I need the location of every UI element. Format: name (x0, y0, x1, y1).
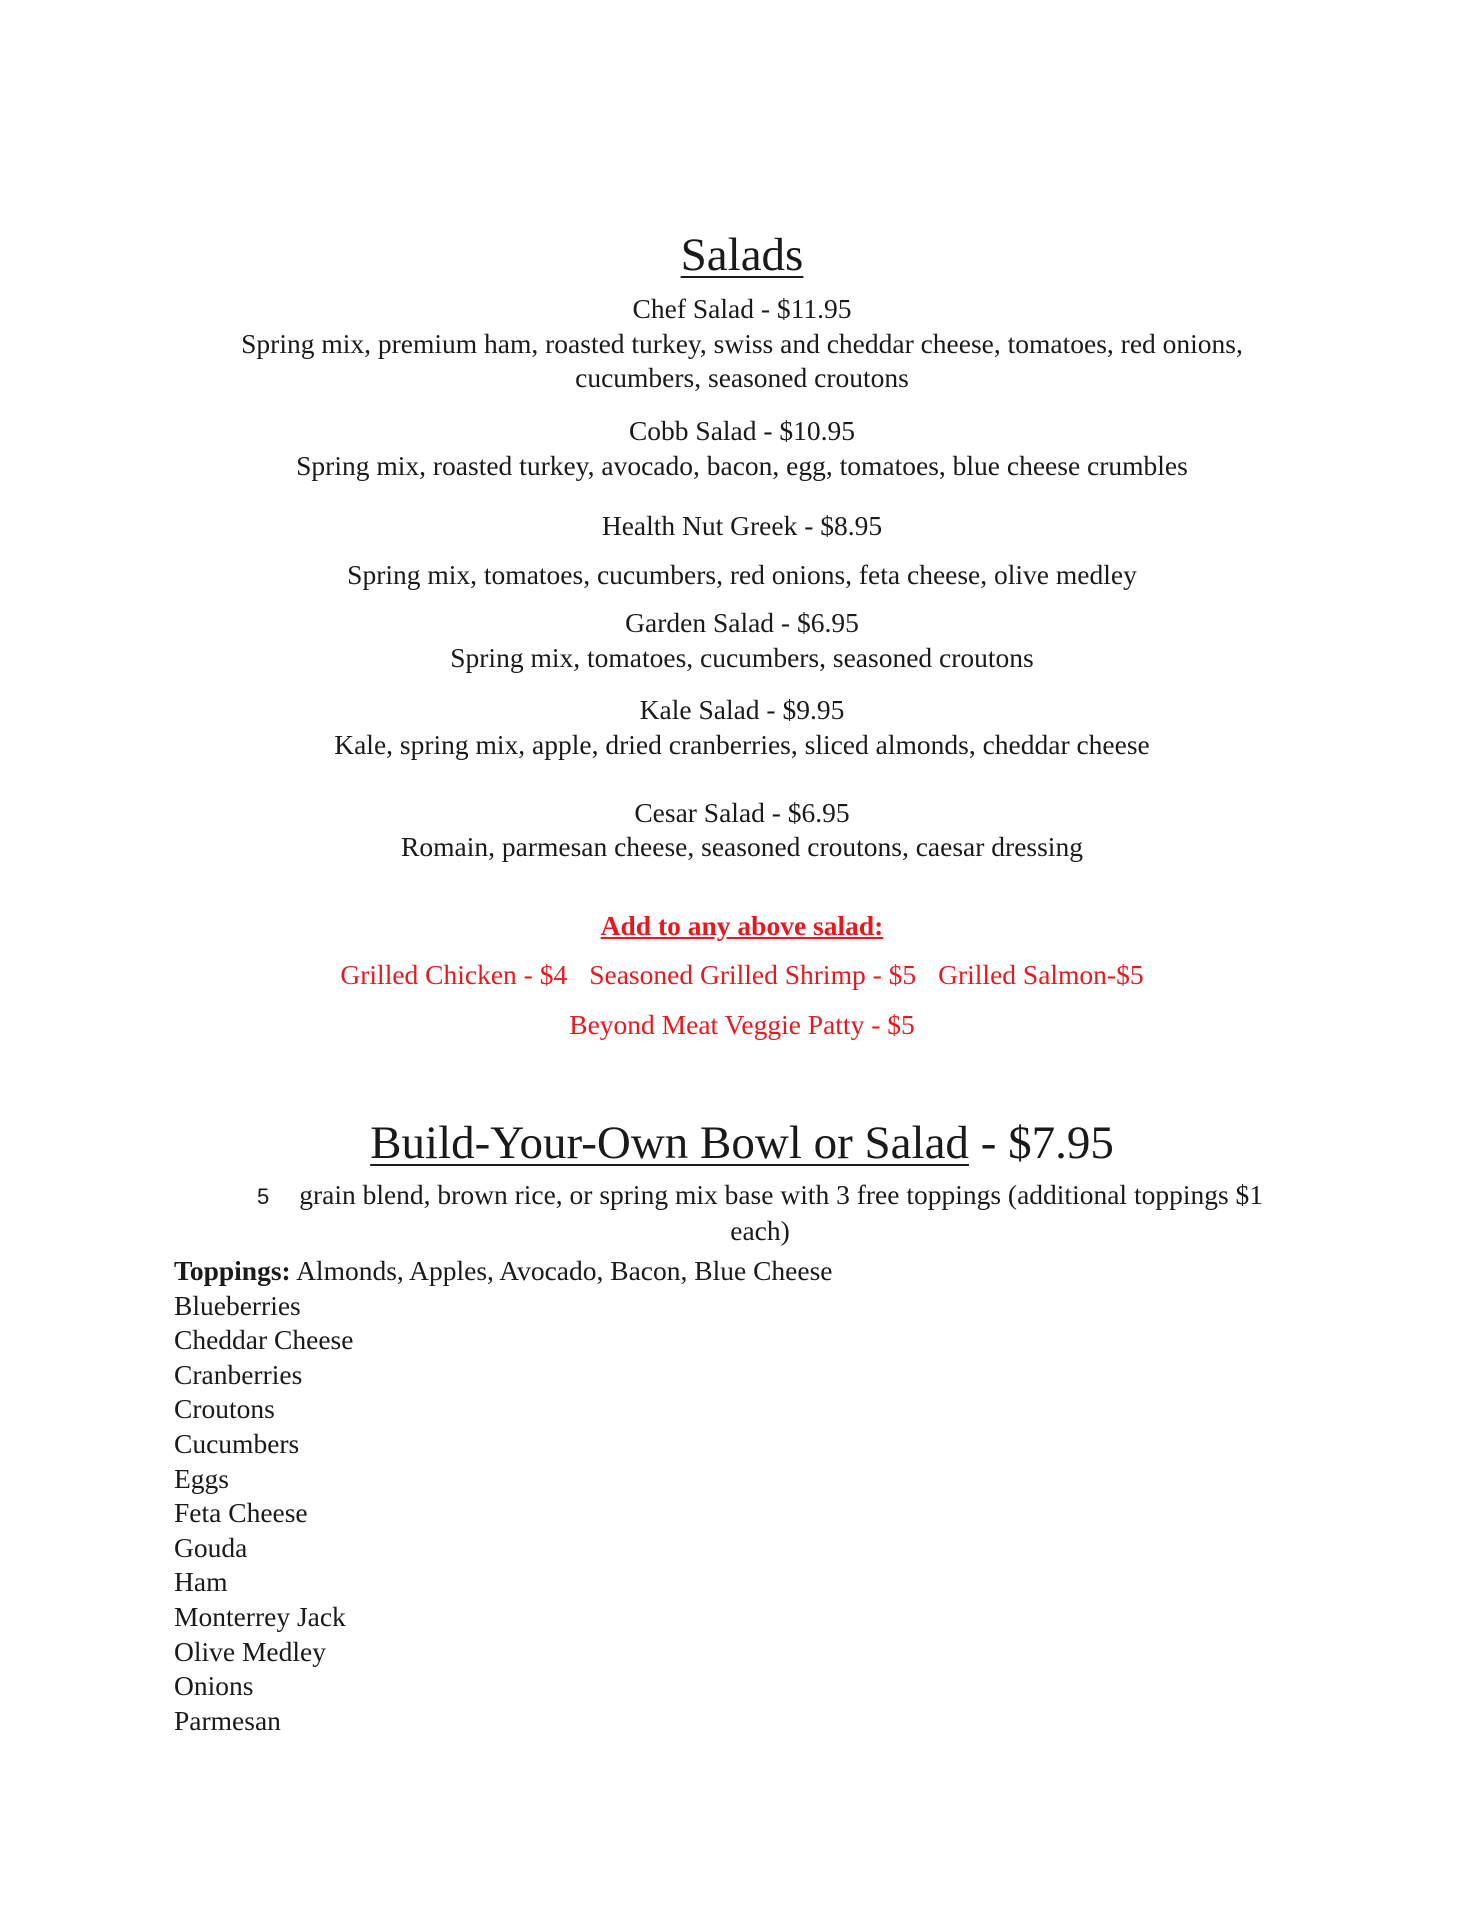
toppings-list (174, 1254, 833, 1738)
salad-desc-garden: Spring mix, tomatoes, cucumbers, seasoned croutons (450, 642, 1034, 673)
addons-row-2 (0, 1008, 1484, 1042)
list-item: Parmesan (174, 1704, 281, 1736)
salad-desc-chef-line1: Spring mix, premium ham, roasted turkey, swiss and cheddar cheese, tomatoes, red onions, (241, 328, 1243, 359)
addons-row-1 (0, 958, 1484, 992)
list-item: Croutons (174, 1393, 275, 1425)
toppings-first-line (174, 1254, 833, 1289)
addon-grilled-salmon: Grilled Salmon-$5 (938, 959, 1144, 990)
list-item: Ham (174, 1566, 228, 1598)
salad-desc-cesar: Romain, parmesan cheese, seasoned croutons, caesar dressing (401, 831, 1083, 862)
addon-grilled-shrimp: Seasoned Grilled Shrimp - $5 (589, 959, 917, 990)
addon-beyond-meat-patty: Beyond Meat Veggie Patty - $5 (569, 1009, 915, 1040)
salads-title: Salads (680, 229, 804, 281)
salad-name-garden: Garden Salad - $6.95 (625, 607, 859, 638)
list-item: Cranberries (174, 1358, 303, 1390)
salad-desc-cobb: Spring mix, roasted turkey, avocado, bacon, egg, tomatoes, blue cheese crumbles (296, 450, 1188, 481)
byo-desc-line1: grain blend, brown rice, or spring mix base with 3 free toppings (additional toppings $1 (299, 1179, 1264, 1210)
salad-desc-chef-line2: cucumbers, seasoned croutons (575, 362, 909, 393)
addons-block (0, 910, 1484, 942)
salad-desc-health-nut-greek: Spring mix, tomatoes, cucumbers, red onions, feta cheese, olive medley (347, 559, 1137, 590)
byo-desc-line2: each) (730, 1215, 790, 1246)
list-item: Eggs (174, 1462, 229, 1494)
byo-title: Build-Your-Own Bowl or Salad (370, 1117, 969, 1169)
addons-heading: Add to any above salad: (600, 910, 884, 941)
toppings-items (174, 1289, 833, 1739)
byo-heading (0, 1116, 1484, 1170)
list-item: Onions (174, 1670, 254, 1702)
addon-grilled-chicken: Grilled Chicken - $4 (340, 959, 568, 990)
list-item: Gouda (174, 1531, 248, 1563)
list-item: Feta Cheese (174, 1497, 308, 1529)
salad-desc-kale: Kale, spring mix, apple, dried cranberries, sliced almonds, cheddar cheese (334, 729, 1150, 760)
byo-description (220, 1178, 1300, 1248)
byo-number: 5 (256, 1184, 270, 1209)
salad-name-kale: Kale Salad - $9.95 (639, 694, 845, 725)
salad-name-chef: Chef Salad - $11.95 (632, 293, 852, 324)
list-item: Olive Medley (174, 1635, 326, 1667)
toppings-label: Toppings: (174, 1255, 291, 1286)
list-item: Blueberries (174, 1289, 301, 1321)
list-item: Monterrey Jack (174, 1600, 346, 1632)
list-item: Cucumbers (174, 1427, 300, 1459)
salad-name-cobb: Cobb Salad - $10.95 (628, 415, 856, 446)
byo-price: - $7.95 (968, 1117, 1114, 1169)
salad-name-cesar: Cesar Salad - $6.95 (634, 797, 850, 828)
toppings-first-items: Almonds, Apples, Avocado, Bacon, Blue Cheese (296, 1255, 833, 1286)
list-item: Cheddar Cheese (174, 1324, 354, 1356)
salad-name-health-nut-greek: Health Nut Greek - $8.95 (601, 510, 883, 541)
